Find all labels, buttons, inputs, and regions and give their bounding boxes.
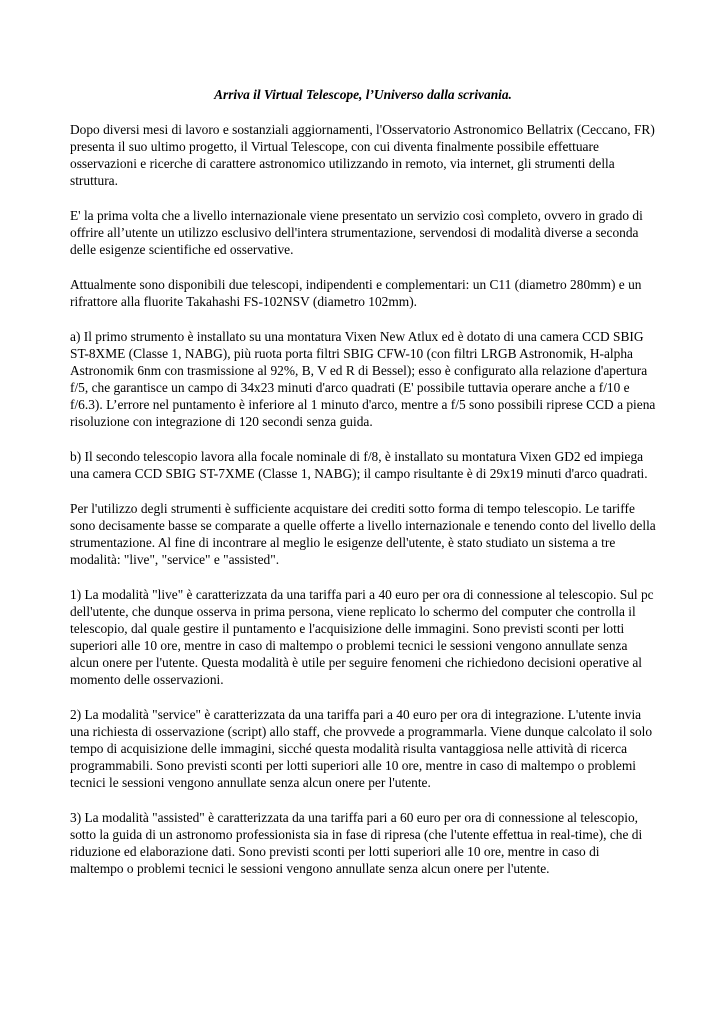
document-page xyxy=(70,86,656,895)
paragraph-service-description: E' la prima volta che a livello internazionale viene presentato un servizio così completo, ovvero in grado di offrire all’utente un utilizzo esclusivo dell'intera strumentazione, servendosi di modalità diverse a seconda delle esigenze scientifiche ed osservative. xyxy=(70,208,643,257)
paragraph-mode-live: 1) La modalità "live" è caratterizzata da una tariffa pari a 40 euro per ora di connessione al telescopio. Sul pc dell'utente, che dunque osserva in prima persona, viene replicato lo schermo del computer che controlla il telescopio, dal quale gestire il puntamento e l'acquisizione delle immagini. Sono previsti sconti per lotti superiori alle 10 ore, mentre in caso di maltempo o problemi tecnici le sessioni vengono annullate senza alcun onere per l'utente. Questa modalità è utile per seguire fenomeni che richiedono decisioni operative al momento delle osservazioni. xyxy=(70,587,654,687)
paragraph-intro: Dopo diversi mesi di lavoro e sostanziali aggiornamenti, l'Osservatorio Astronomico Bellatrix (Ceccano, FR) presenta il suo ultimo progetto, il Virtual Telescope, con cui diventa finalmente possibile effettuare osservazioni e ricerche di carattere astronomico utilizzando in remoto, via internet, gli strumenti della struttura. xyxy=(70,122,655,188)
paragraph-mode-service: 2) La modalità "service" è caratterizzata da una tariffa pari a 40 euro per ora di integrazione. L'utente invia una richiesta di osservazione (script) allo staff, che provvede a programmarla. Viene dunque calcolato il solo tempo di acquisizione delle immagini, sicché questa modalità risulta vantaggiosa nelle attività di ricerca programmabili. Sono previsti sconti per lotti superiori alle 10 ore, mentre in caso di maltempo o problemi tecnici le sessioni vengono annullate senza alcun onere per l'utente. xyxy=(70,707,653,790)
paragraph-mode-assisted: 3) La modalità "assisted" è caratterizzata da una tariffa pari a 60 euro per ora di connessione al telescopio, sotto la guida di un astronomo professionista sia in fase di ripresa (che l'utente effettua in real-time), che di riduzione ed elaborazione dati. Sono previsti sconti per lotti superiori alle 10 ore, mentre in caso di maltempo o problemi tecnici le sessioni vengono annullate senza alcun onere per l'utente. xyxy=(70,810,643,876)
paragraph-second-instrument: b) Il secondo telescopio lavora alla focale nominale di f/8, è installato su montatura Vixen GD2 ed impiega una camera CCD SBIG ST-7XME (Classe 1, NABG); il campo risultante è di 29x19 minuti d'arco quadrati. xyxy=(70,449,648,481)
paragraph-pricing: Per l'utilizzo degli strumenti è sufficiente acquistare dei crediti sotto forma di tempo telescopio. Le tariffe sono decisamente basse se comparate a quelle offerte a livello internazionale e tenendo conto del livello della strumentazione. Al fine di incontrare al meglio le esigenze dell'utente, è stato studiato un sistema a tre modalità: "live", "service" e "assisted". xyxy=(70,501,656,567)
document-title: Arriva il Virtual Telescope, l’Universo dalla scrivania. xyxy=(214,87,512,102)
paragraph-first-instrument: a) Il primo strumento è installato su una montatura Vixen New Atlux ed è dotato di una camera CCD SBIG ST-8XME (Classe 1, NABG), più ruota porta filtri SBIG CFW-10 (con filtri LRGB Astronomik, H-alpha Astronomik 6nm con trasmissione al 92%, B, V ed R di Bessel); esso è configurato alla relazione d'apertura f/5, che garantisce un campo di 34x23 minuti d'arco quadrati (E' possibile tuttavia operare anche a f/10 e f/6.3). L’errore nel puntamento è inferiore al 1 minuto d'arco, mentre a f/5 sono possibili riprese CCD a piena risoluzione con integrazione di 120 secondi senza guida. xyxy=(70,329,656,429)
paragraph-telescopes: Attualmente sono disponibili due telescopi, indipendenti e complementari: un C11 (diametro 280mm) e un rifrattore alla fluorite Takahashi FS-102NSV (diametro 102mm). xyxy=(70,277,642,309)
